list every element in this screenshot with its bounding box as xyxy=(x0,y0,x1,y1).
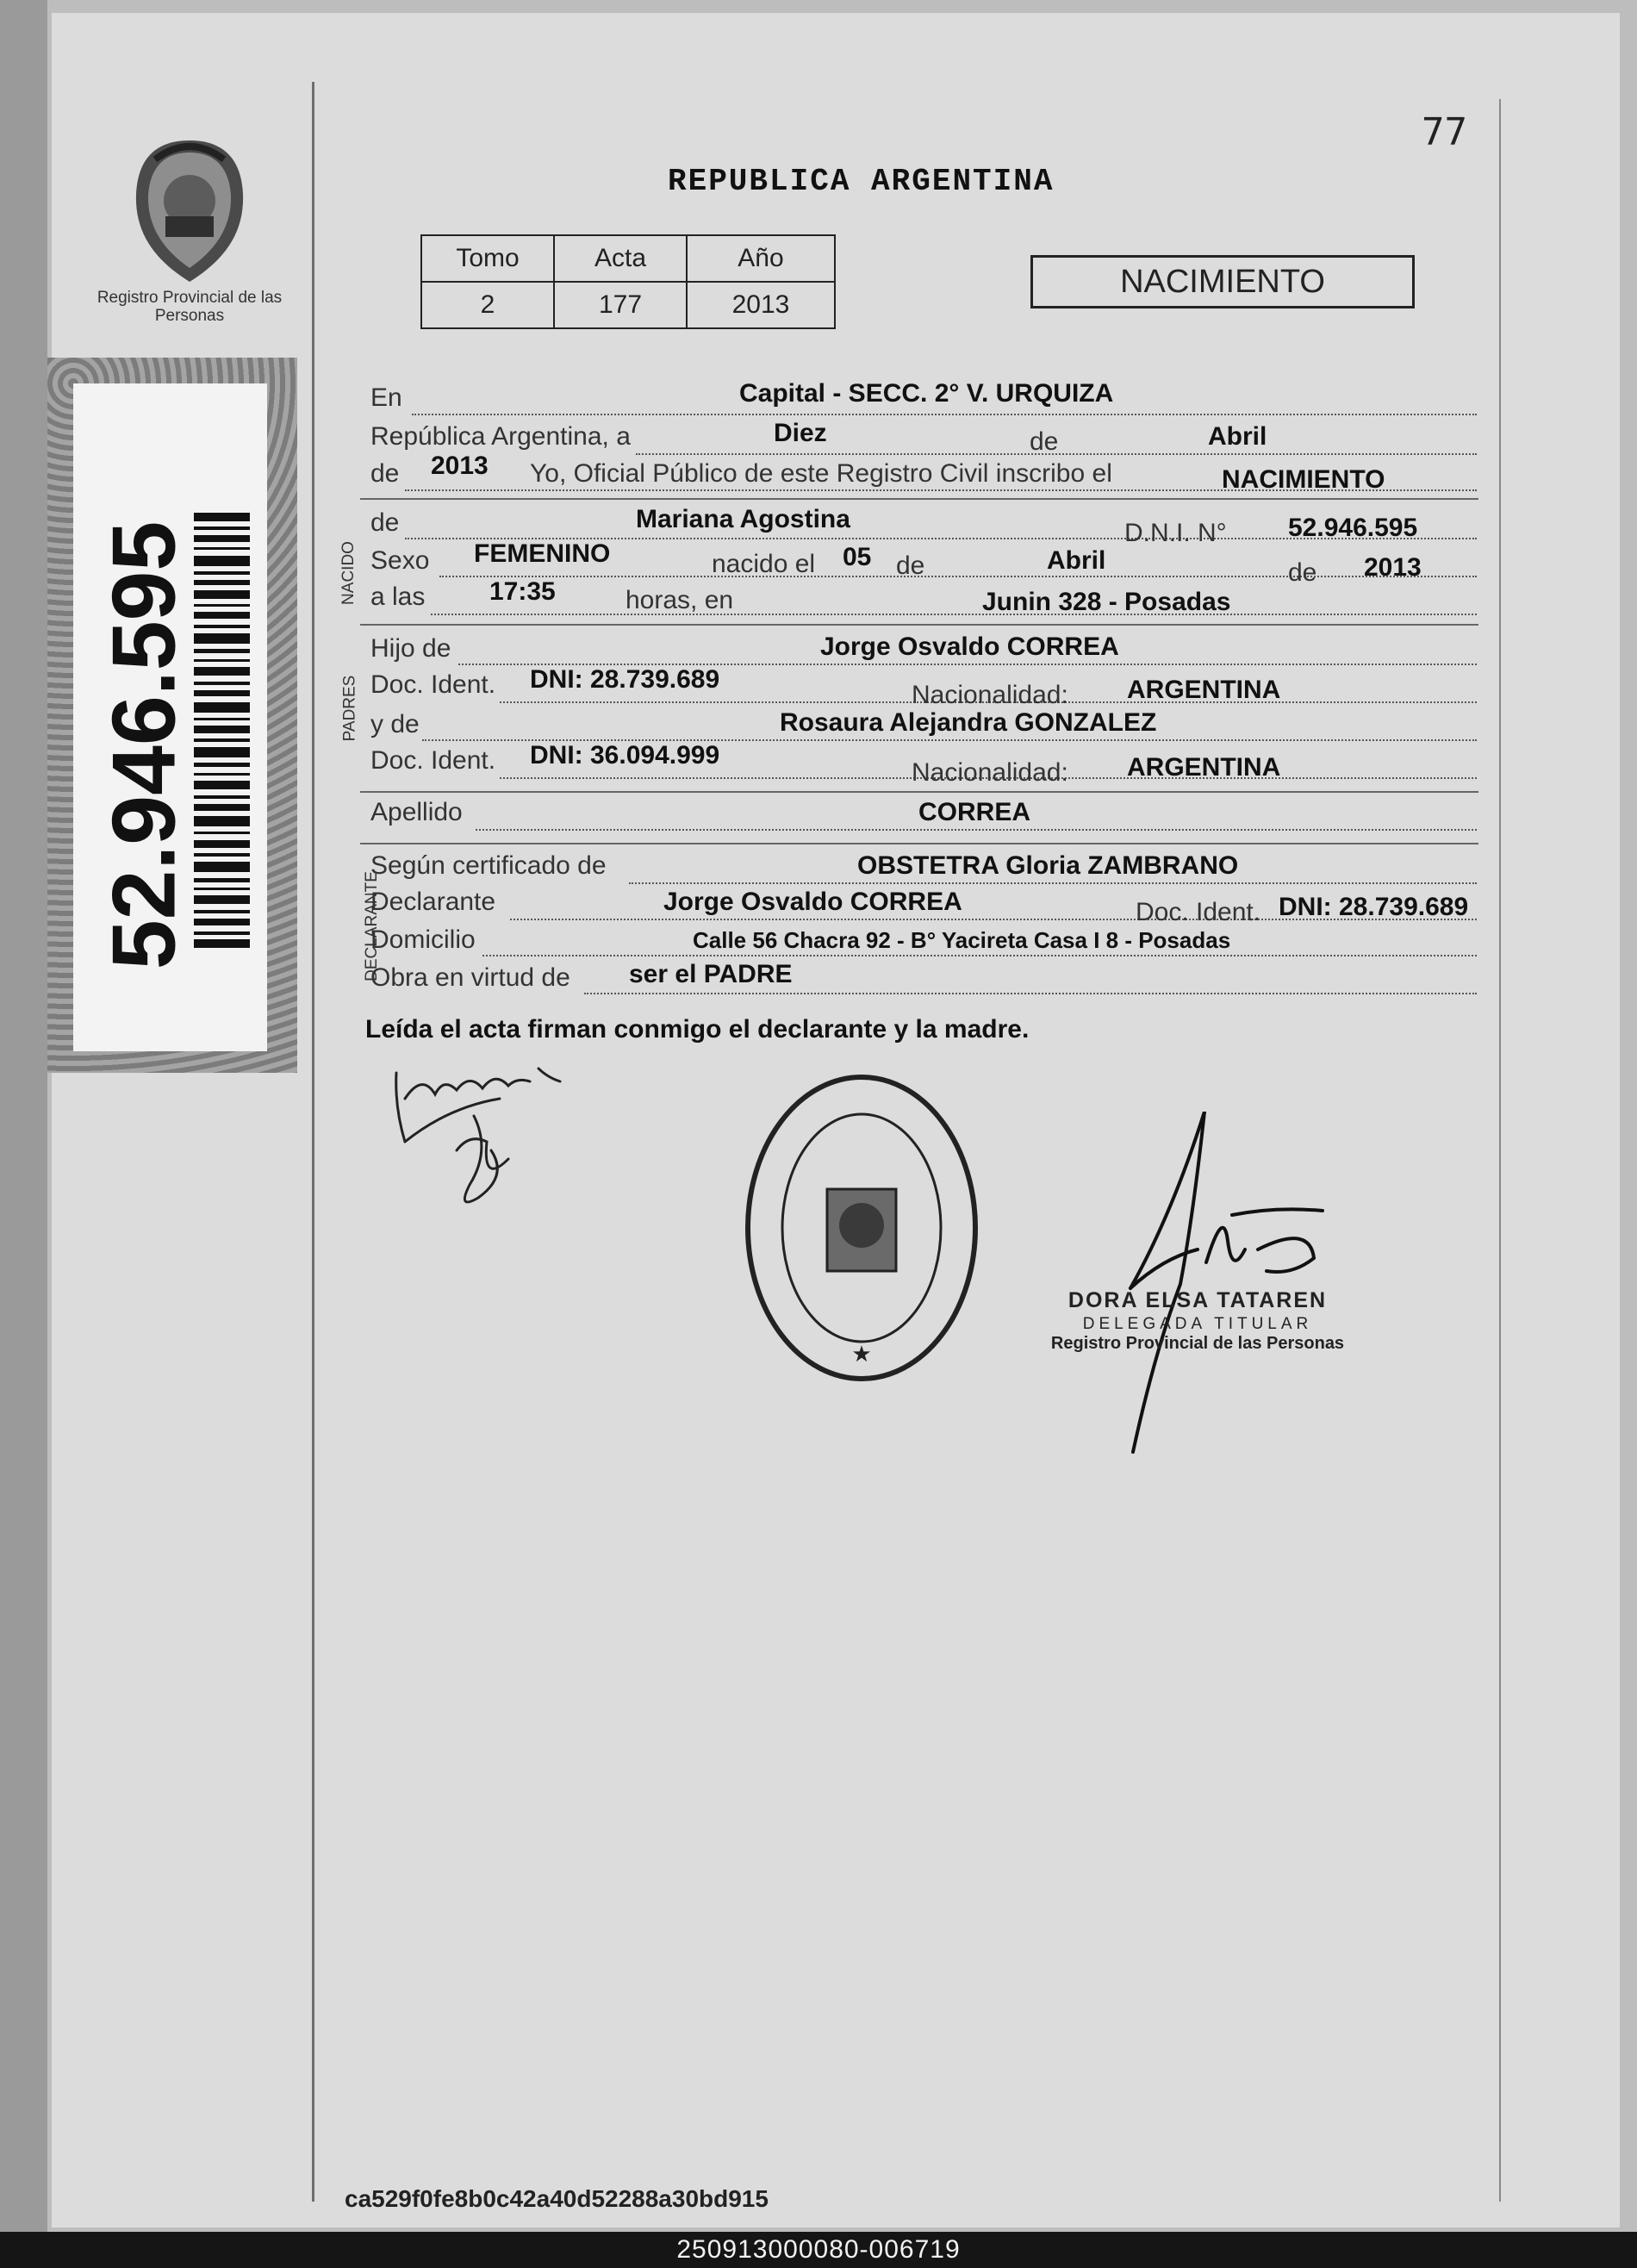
dni-label: D.N.I. N° xyxy=(1124,519,1227,547)
official-office: Registro Provincial de las Personas xyxy=(1050,1334,1345,1353)
section-divider xyxy=(360,791,1478,793)
inscribo-text: Yo, Oficial Público de este Registro Civil inscribo el xyxy=(530,459,1112,488)
nacido-anio: 2013 xyxy=(1364,553,1422,582)
nacido-sexo: FEMENINO xyxy=(474,539,611,568)
nacido-dia: 05 xyxy=(843,543,872,571)
padre-nacionalidad: ARGENTINA xyxy=(1127,676,1281,704)
tomo-value: 2 xyxy=(421,282,554,328)
declarante-nombre: Jorge Osvaldo CORREA xyxy=(663,888,962,916)
dotted-line xyxy=(629,882,1477,884)
dotted-line xyxy=(431,614,1477,615)
republica-label: República Argentina, a xyxy=(370,422,631,451)
dotted-line xyxy=(412,414,1477,415)
acta-value: 177 xyxy=(554,282,687,328)
madre-doc: DNI: 36.094.999 xyxy=(530,741,720,770)
fecha-tipo: NACIMIENTO xyxy=(1222,465,1385,494)
declarante-doc-label: Doc. Ident. xyxy=(1136,898,1261,926)
table-value-row xyxy=(421,282,835,328)
nacido-nombre: Mariana Agostina xyxy=(636,505,850,533)
footer-id-bar xyxy=(0,2232,1637,2268)
anio-value: 2013 xyxy=(687,282,835,328)
y-de-label: y de xyxy=(370,710,420,738)
declarante-label: Declarante xyxy=(370,888,496,916)
padre-nac-label: Nacionalidad: xyxy=(912,681,1068,709)
anio-header: Año xyxy=(687,235,835,282)
nacido-de-label: de xyxy=(370,508,400,537)
section-label-nacido: NACIDO xyxy=(339,541,358,605)
section-label-padres: PADRES xyxy=(340,675,359,742)
tomo-acta-anio-table xyxy=(420,234,836,329)
fecha-de-label: de xyxy=(1030,427,1059,456)
official-name: DORA ELSA TATAREN xyxy=(1067,1288,1328,1312)
padre-doc-label: Doc. Ident. xyxy=(370,670,496,699)
sexo-label: Sexo xyxy=(370,546,430,575)
padre-doc: DNI: 28.739.689 xyxy=(530,665,720,694)
domicilio-value: Calle 56 Chacra 92 - B° Yacireta Casa I 8 - Posadas xyxy=(693,927,1231,953)
dotted-line xyxy=(476,829,1477,831)
section-divider xyxy=(360,624,1478,626)
page-number: 77 xyxy=(1422,110,1467,154)
registry-label: Registro Provincial de las Personas xyxy=(96,289,283,325)
nacido-de-label-3: de xyxy=(1288,558,1317,587)
fecha-mes: Abril xyxy=(1208,422,1267,451)
nacido-hora: 17:35 xyxy=(489,577,556,606)
section-label-declarante: DECLARANTE xyxy=(362,871,381,981)
certificado-value: OBSTETRA Gloria ZAMBRANO xyxy=(857,851,1239,880)
horas-label: horas, en xyxy=(626,586,734,614)
svg-text:★: ★ xyxy=(851,1342,872,1368)
nacido-mes: Abril xyxy=(1047,546,1106,575)
obra-value: ser el PADRE xyxy=(629,960,793,988)
record-type-box: NACIMIENTO xyxy=(1030,255,1415,308)
fecha-anio: 2013 xyxy=(431,452,489,480)
madre-doc-label: Doc. Ident. xyxy=(370,746,496,775)
document-hash: ca529f0fe8b0c42a40d52288a30bd915 xyxy=(345,2185,769,2212)
nacido-dni: 52.946.595 xyxy=(1288,514,1418,542)
barcode-icon xyxy=(194,513,250,948)
footer-id: 250913000080-006719 xyxy=(676,2235,961,2264)
nacido-lugar: Junin 328 - Posadas xyxy=(982,588,1231,616)
margin-line xyxy=(312,82,314,2202)
registry-seal-icon xyxy=(741,1069,982,1387)
fecha-de2-label: de xyxy=(370,459,400,488)
sticker-number: 52.946.595 xyxy=(94,520,195,970)
barcode-sticker xyxy=(47,358,297,1073)
certificado-label: Según certificado de xyxy=(370,851,607,880)
official-signature-icon xyxy=(1120,1112,1361,1456)
dotted-line xyxy=(439,576,1477,577)
domicilio-label: Domicilio xyxy=(370,925,476,954)
dotted-line xyxy=(584,993,1477,994)
hijo-de-label: Hijo de xyxy=(370,634,451,663)
nacido-el-label: nacido el xyxy=(712,550,816,578)
madre-nac-label: Nacionalidad: xyxy=(912,758,1068,787)
en-label: En xyxy=(370,383,402,412)
tomo-header: Tomo xyxy=(421,235,554,282)
dotted-line xyxy=(482,955,1477,956)
obra-label: Obra en virtud de xyxy=(370,963,570,992)
official-stamp xyxy=(1030,1288,1366,1354)
apellido-label: Apellido xyxy=(370,798,463,826)
page-title: REPUBLICA ARGENTINA xyxy=(668,164,1055,199)
madre-nacionalidad: ARGENTINA xyxy=(1127,753,1281,782)
apellido-value: CORREA xyxy=(918,798,1031,826)
nacido-de-label-2: de xyxy=(896,551,925,580)
acta-header: Acta xyxy=(554,235,687,282)
section-divider xyxy=(360,498,1478,500)
book-left-edge xyxy=(0,0,47,2232)
fecha-dia: Diez xyxy=(774,419,827,447)
official-role: DELEGADA TITULAR xyxy=(1082,1315,1313,1333)
right-border-line xyxy=(1499,99,1501,2202)
section-divider xyxy=(360,843,1478,844)
declarante-doc: DNI: 28.739.689 xyxy=(1279,893,1469,921)
declarant-signature-icon xyxy=(388,1056,586,1228)
hora-label: a las xyxy=(370,583,426,611)
sticker-label xyxy=(73,383,267,1051)
madre-nombre: Rosaura Alejandra GONZALEZ xyxy=(780,708,1157,737)
lugar-value: Capital - SECC. 2° V. URQUIZA xyxy=(739,379,1114,408)
padre-nombre: Jorge Osvaldo CORREA xyxy=(820,632,1119,661)
table-header-row xyxy=(421,235,835,282)
closing-statement: Leída el acta firman conmigo el declarante y la madre. xyxy=(365,1015,1030,1044)
registry-crest-icon xyxy=(121,134,258,289)
